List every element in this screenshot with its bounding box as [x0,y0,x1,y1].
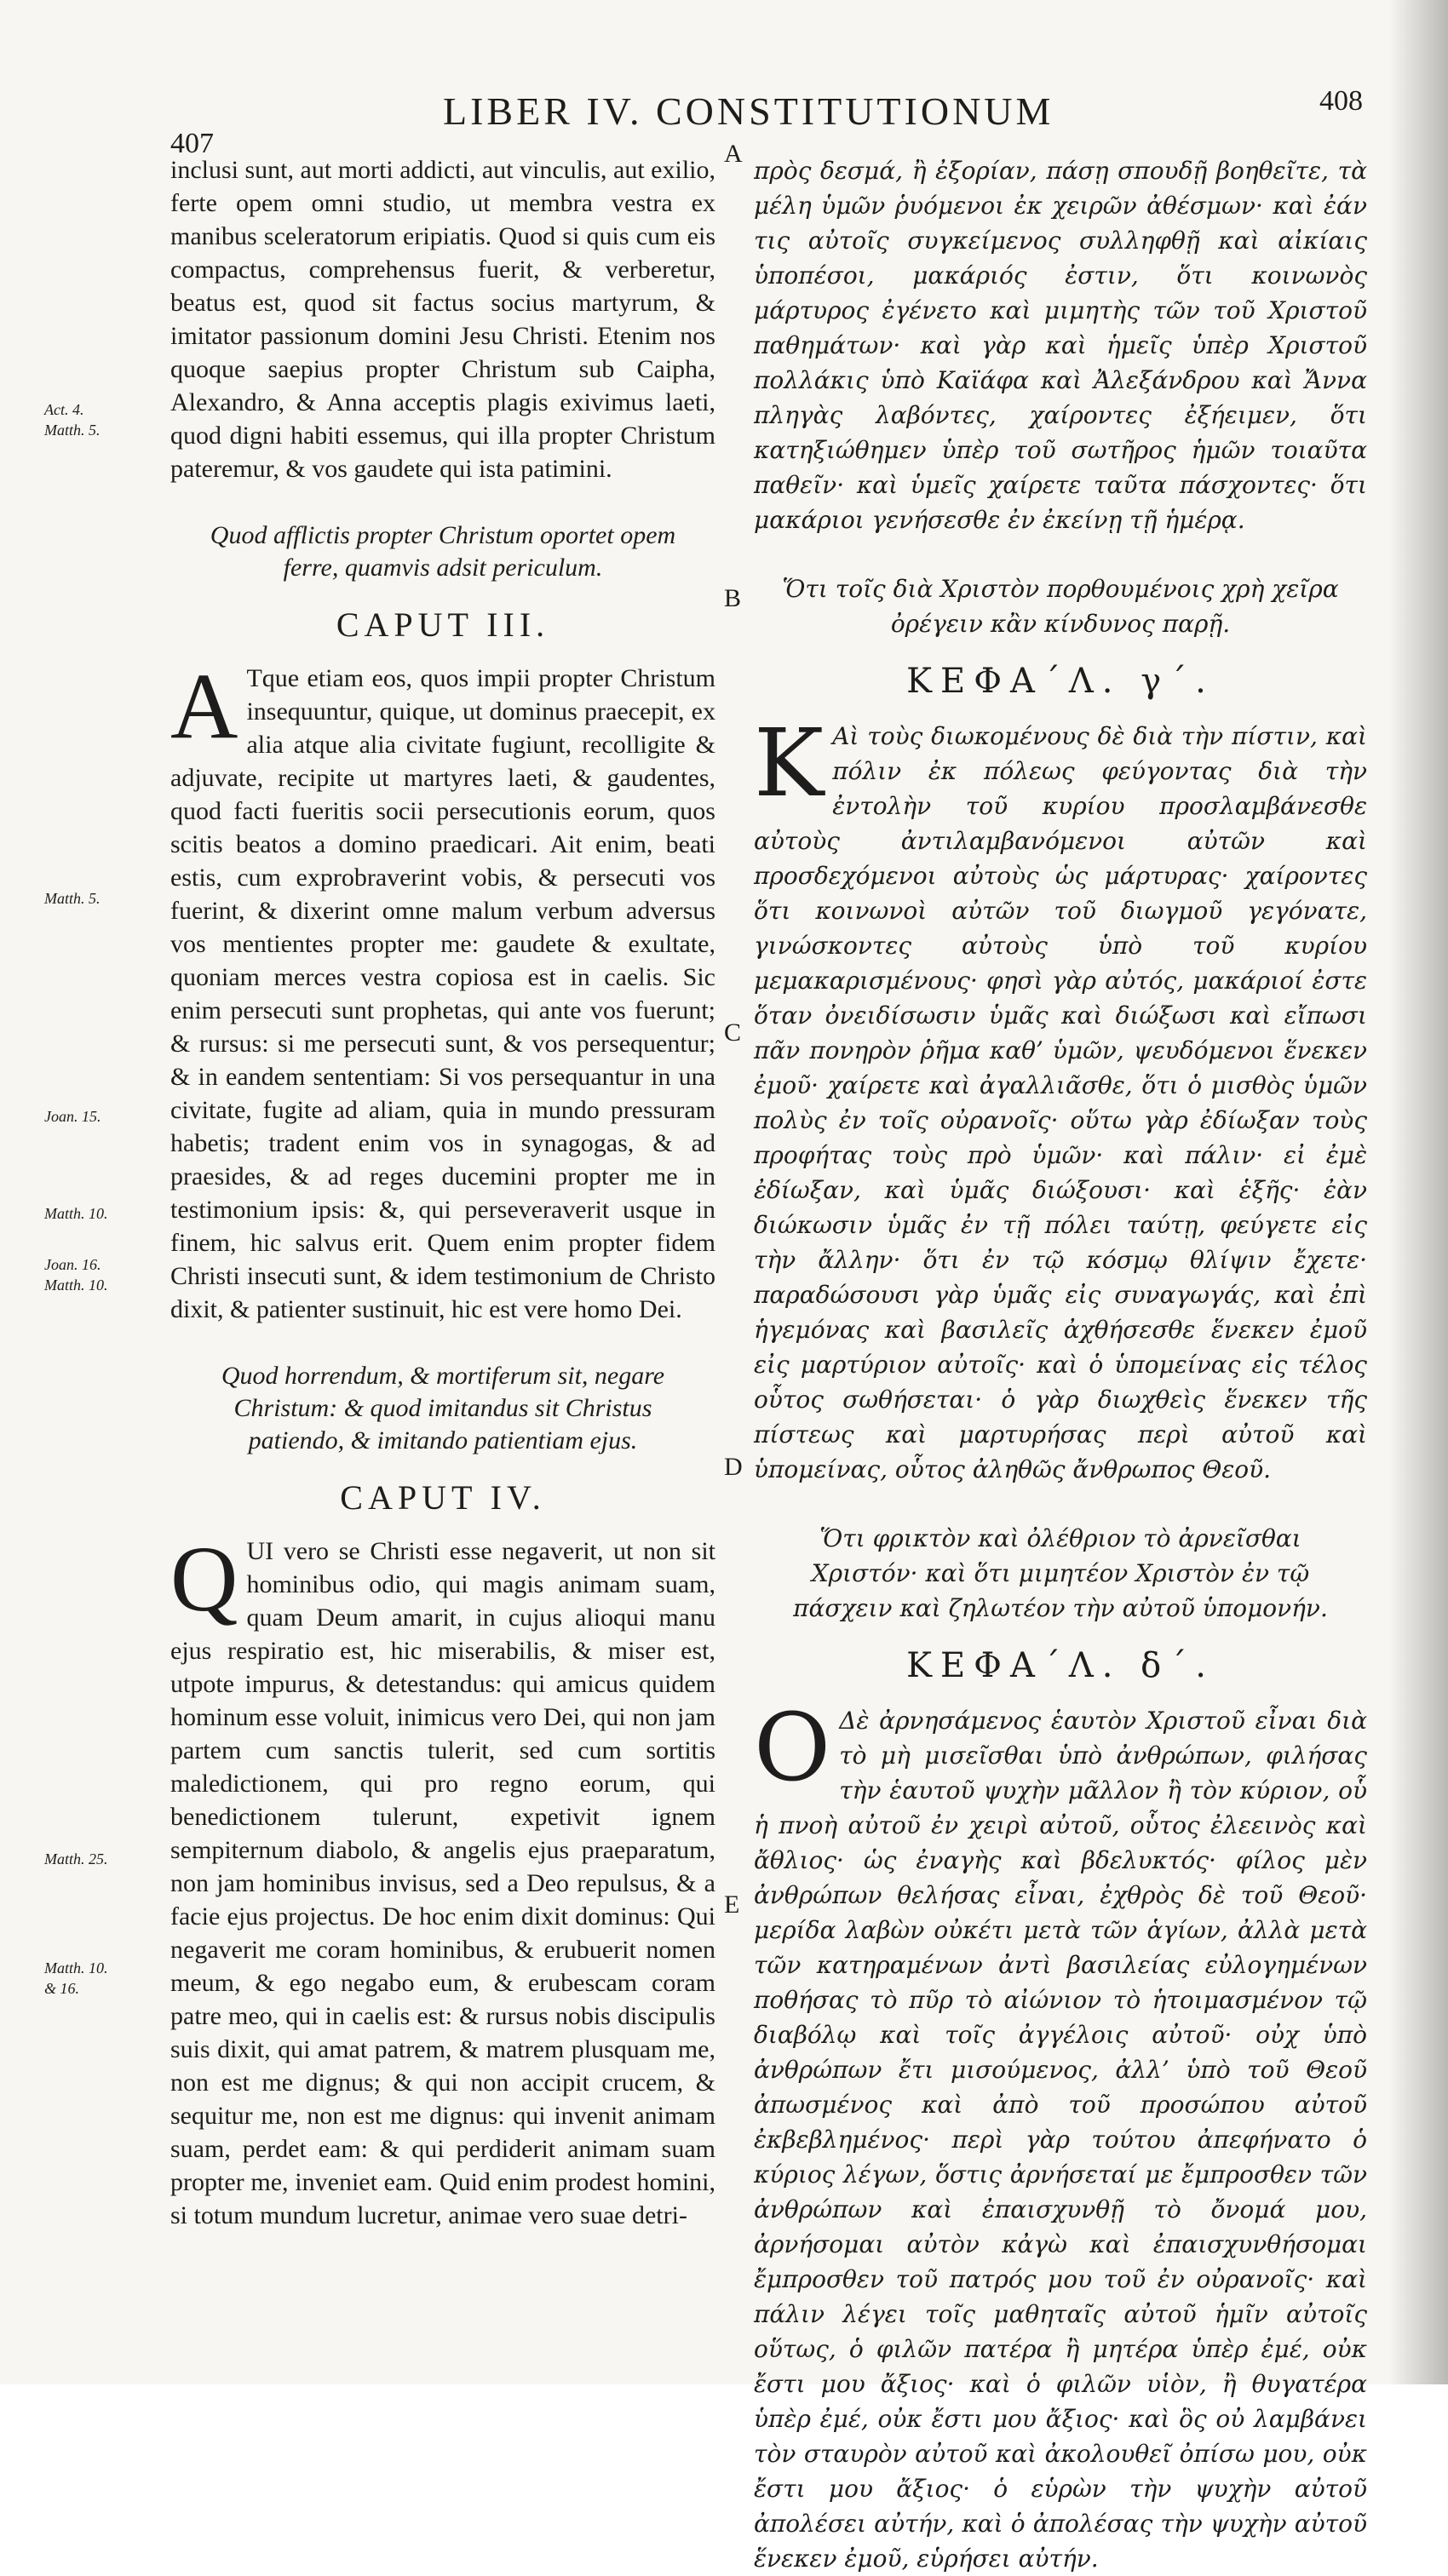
margin-ref-matth-10c: Matth. 10. [44,1959,108,1976]
section-letter-d: D [724,1453,743,1481]
latin-summary-cap4: Quod horrendum, & mortiferum sit, negare Christum: & quod imitandus sit Christus patiendo, & imitando patientiam ejus. [221,1362,665,1454]
section-letter-e: E [724,1890,740,1919]
section-letter-b: B [724,584,742,612]
section-letter-c: C [724,1018,742,1047]
drop-cap: Κ [754,709,825,818]
margin-ref-matth-10a: Matth. 10. [44,1205,108,1222]
latin-chapter-4-heading: CAPUT IV. [340,1478,546,1517]
latin-chapter-3-heading: CAPUT III. [336,605,550,644]
margin-ref-matth-5b: Matth. 5. [44,890,101,907]
drop-cap: Ο [754,1693,831,1802]
page-number-right: 408 [1319,85,1363,117]
margin-ref-matth-25: Matth. 25. [44,1850,108,1867]
latin-chapter-4-text [170,1527,715,2232]
book-title: LIBER IV. CONSTITUTIONUM [443,89,1054,133]
greek-chapter-3-text [754,709,1367,1487]
greek-summary-cap4: Ὅτι φρικτὸν καὶ ὀλέθριον τὸ ἀρνεῖσθαι Χριστόν· καὶ ὅτι μιμητέον Χριστὸν ἐν τῷ πάσχειν καὶ ζηλωτέον τὴν αὐτοῦ ὑπομονήν. [793,1524,1328,1622]
greek-chapter-3-heading: ΚΕΦΑ΄Λ. γ΄. [906,662,1215,701]
greek-summary-cap3: Ὅτι τοῖς διὰ Χριστὸν πορθουμένοις χρὴ χεῖρα ὀρέγειν κἂν κίνδυνος παρῇ. [782,575,1339,638]
margin-ref-matth-5a: Matth. 5. [44,422,101,439]
page-number-left: 407 [170,128,214,159]
drop-cap: A [170,654,238,758]
margin-ref-16: & 16. [44,1980,80,1997]
margin-ref-act: Act. 4. [44,401,84,418]
greek-intro-paragraph: πρὸς δεσμά, ἢ ἐξορίαν, πάσῃ σπουδῇ βοηθεῖτε, τὰ μέλη ὑμῶν ῥυόμενοι ἐκ χειρῶν ἀθέσμων· καὶ ἐάν τις αὐτοῖς συγκείμενος συλληφθῇ καὶ αἰκίαις ὑποπέσοι, μακάριός ἐστιν, ὅτι κοινωνὸς μάρτυρος ἐγένετο καὶ μιμητὴς τῶν τοῦ Χριστοῦ παθημάτων· καὶ γὰρ καὶ ἡμεῖς ὑπὲρ Χριστοῦ πολλάκις ὑπὸ Καϊάφα καὶ Ἀλεξάνδρου καὶ Ἄννα πληγὰς λαβόντες, χαίροντες ἐξήειμεν, ὅτι κατηξιώθημεν ὑπὲρ τοῦ σωτῆρος ἡμῶν τοιαῦτα παθεῖν· καὶ ὑμεῖς χαίρετε ταῦτα πάσχοντες· ὅτι μακάριοι γενήσεσθε ἐν ἐκείνῃ τῇ ἡμέρᾳ. [754,157,1367,534]
greek-column [754,153,1367,2576]
latin-column [170,153,715,2232]
drop-cap: Q [170,1527,238,1631]
margin-ref-joan-16: Joan. 16. [44,1256,101,1273]
margin-ref-matth-10b: Matth. 10. [44,1277,108,1294]
greek-chapter-4-body: Δὲ ἀρνησάμενος ἑαυτὸν Χριστοῦ εἶναι διὰ τὸ μὴ μισεῖσθαι ὑπὸ ἀνθρώπων, φιλήσας τὴν ἑαυτοῦ ψυχὴν μᾶλλον ἢ τὸν κύριον, οὗ ἡ πνοὴ αὐτοῦ ἐν χειρὶ αὐτοῦ, οὗτος ἐλεεινὸς καὶ ἄθλιος· ὡς ἐναγὴς καὶ βδελυκτός· φίλος μὲν ἀνθρώπων θελήσας εἶναι, ἐχθρὸς δὲ τοῦ Θεοῦ· μερίδα λαβὼν οὐκέτι μετὰ τῶν ἁγίων, ἀλλὰ μετὰ τῶν κατηραμένων ἀντὶ βασιλείας εὐλογημένων ποθήσας τὸ πῦρ τὸ αἰώνιον τὸ ἡτοιμασμένον τῷ διαβόλῳ καὶ τοῖς ἀγγέλοις αὐτοῦ· οὐχ ὑπὸ ἀνθρώπων ἔτι μισούμενος, ἀλλ’ ὑπὸ τοῦ Θεοῦ ἀπωσμένος καὶ ἀπὸ τοῦ προσώπου αὐτοῦ ἐκβεβλημένος· περὶ γὰρ τούτου ἀπεφήνατο ὁ κύριος λέγων, ὅστις ἀρνήσεταί με ἔμπροσθεν τῶν ἀνθρώπων καὶ ἐπαισχυνθῇ τὸ ὄνομά μου, ἀρνήσομαι αὐτὸν κἀγὼ καὶ ἐπαισχυνθήσομαι ἔμπροσθεν τοῦ πατρός μου τοῦ ἐν οὐρανοῖς· καὶ πάλιν λέγει τοῖς μαθηταῖς αὐτοῦ ἡμῖν αὐτοῖς οὕτως, ὁ φιλῶν πατέρα ἢ μητέρα ὑπὲρ ἐμέ, οὐκ ἔστι μου ἄξιος· καὶ ὁ φιλῶν υἱὸν, ἢ θυγατέρα ὑπὲρ ἐμέ, οὐκ ἔστι μου ἄξιος· καὶ ὃς οὐ λαμβάνει τὸν σταυρὸν αὐτοῦ καὶ ἀκολουθεῖ ὀπίσω μου, οὐκ ἔστι μου ἄξιος· ὁ εὑρὼν τὴν ψυχὴν αὐτοῦ ἀπολέσει αὐτήν, καὶ ὁ ἀπολέσας τὴν ψυχὴν αὐτοῦ ἕνεκεν ἐμοῦ, εὑρήσει αὐτήν. [754,1707,1367,2573]
greek-chapter-4-text [754,1693,1367,2576]
latin-chapter-3-body: Tque etiam eos, quos impii propter Christum insequuntur, quique, ut dominus praecepit, ex alia atque alia civitate fugiunt, recolligite & adjuvate, recipite ut martyres laeti, & gaudentes, quod facti fueritis socii persecutionis eorum, quos scitis beatos a domino praedicari. Ait enim, beati estis, cum exprobraverint vobis, & persecuti vos fuerint, & dixerint omne malum verbum adversus vos mentientes propter me: gaudete & exultate, quoniam merces vestra copiosa est in caelis. Sic enim persecuti sunt prophetas, qui ante vos fuerunt; & rursus: si me persecuti sunt, & vos persequentur; & in eandem sententiam: Si vos persequantur in una civitate, fugite ad aliam, quia in mundo pressuram habetis; tradent enim vos in synagogas, & ad praesides, & ad reges ducemini propter me in testimonium ipsis: &, qui perseveraverit usque in finem, hic salvus erit. Quem enim propter fidem Christi insecuti sunt, & idem testimonium de Christo dixit, & patienter sustinuit, hic est vere homo Dei. [170,664,715,1323]
margin-ref-joan-15: Joan. 15. [44,1108,101,1125]
section-letter-a: A [724,140,743,168]
latin-chapter-4-body: UI vero se Christi esse negaverit, ut non sit hominibus odio, qui magis animam suam, quam Deum amarit, in cujus alioqui manu ejus respiratio est, hic miserabilis, & miser est, utpote impurus, & detestandus: qui amicus quidem hominum esse voluit, inimicus vero Dei, qui non jam partem cum sanctis tulerit, sed cum sortitis maledictionem, qui pro regno eorum, qui benedictionem tulerunt, expetivit ignem sempiternum diabolo, & angelis ejus praeparatum, non jam hominibus invisus, sed a Deo repulsus, & a facie ejus projectus. De hoc enim dixit dominus: Qui negaverit me coram hominibus, & erubuerit nomen meum, & ego negabo eum, & erubescam coram patre meo, qui in caelis est: & rursus nobis discipulis suis dixit, qui amat patrem, & matrem plusquam me, non est me dignus; & qui non accipit crucem, & sequitur me, non est me dignus: qui invenit animam suam, perdet eam: & qui perdiderit animam suam propter me, inveniet eam. Quid enim prodest homini, si totum mundum lucretur, animae vero suae detri- [170,1537,715,2229]
greek-chapter-4-heading: ΚΕΦΑ΄Λ. δ΄. [906,1646,1215,1685]
running-head [170,85,1363,159]
latin-intro-paragraph: inclusi sunt, aut morti addicti, aut vinculis, aut exilio, ferte opem omni studio, ut membra vestra ex manibus sceleratorum eripiatis. Quod si quis cum eis compactus, comprehensus fuerit, & verberetur, beatus est, quod sit factus socius martyrum, & imitator passionum domini Jesu Christi. Etenim nos quoque saepius propter Christum sub Caipha, Alexandro, & Anna acceptis plagis exivimus laeti, quod digni habiti essemus, qui illa propter Christum pateremur, & vos gaudete qui ista patimini. [170,156,715,483]
greek-chapter-3-body: Αὶ τοὺς διωκομένους δὲ διὰ τὴν πίστιν, καὶ πόλιν ἐκ πόλεως φεύγοντας διὰ τὴν ἐντολὴν τοῦ κυρίου προσλαμβάνεσθε αὐτοὺς ἀντιλαμβανόμενοι αὐτῶν καὶ προσδεχόμενοι αὐτοὺς ὡς μάρτυρας· χαίροντες ὅτι κοινωνοὶ αὐτῶν τοῦ διωγμοῦ γεγόνατε, γινώσκοντες αὐτοὺς ὑπὸ τοῦ κυρίου μεμακαρισμένους· φησὶ γὰρ αὐτός, μακάριοί ἐστε ὅταν ὀνειδίσωσιν ὑμᾶς καὶ διώξωσι καὶ εἴπωσι πᾶν πονηρὸν ῥῆμα καθ’ ὑμῶν, ψευδόμενοι ἕνεκεν ἐμοῦ· χαίρετε καὶ ἀγαλλιᾶσθε, ὅτι ὁ μισθὸς ὑμῶν πολὺς ἐν τοῖς οὐρανοῖς· οὕτω γὰρ ἐδίωξαν τοὺς προφήτας τοὺς πρὸ ὑμῶν· καὶ πάλιν· εἰ ἐμὲ ἐδίωξαν, καὶ ὑμᾶς διώξουσι· καὶ ἑξῆς· ἐὰν διώκωσιν ὑμᾶς ἐν τῇ πόλει ταύτῃ, φεύγετε εἰς τὴν ἄλλην· ὅτι ἐν τῷ κόσμῳ θλίψιν ἔχετε· παραδώσουσι γὰρ ὑμᾶς εἰς συναγωγάς, καὶ ἐπὶ ἡγεμόνας καὶ βασιλεῖς ἀχθήσεσθε ἕνεκεν ἐμοῦ εἰς μαρτύριον αὐτοῖς· καὶ ὁ ὑπομείνας εἰς τέλος οὗτος σωθήσεται· ὁ γὰρ διωχθεὶς ἕνεκεν τῆς πίστεως καὶ μαρτυρήσας περὶ αὐτοῦ καὶ ὑπομείνας, οὗτος ἀληθῶς ἄνθρωπος Θεοῦ. [754,722,1367,1483]
latin-summary-cap3: Quod afflictis propter Christum oportet opem ferre, quamvis adsit periculum. [210,521,676,582]
binding-shadow [1388,0,1448,2384]
latin-chapter-3-text [170,654,715,1326]
